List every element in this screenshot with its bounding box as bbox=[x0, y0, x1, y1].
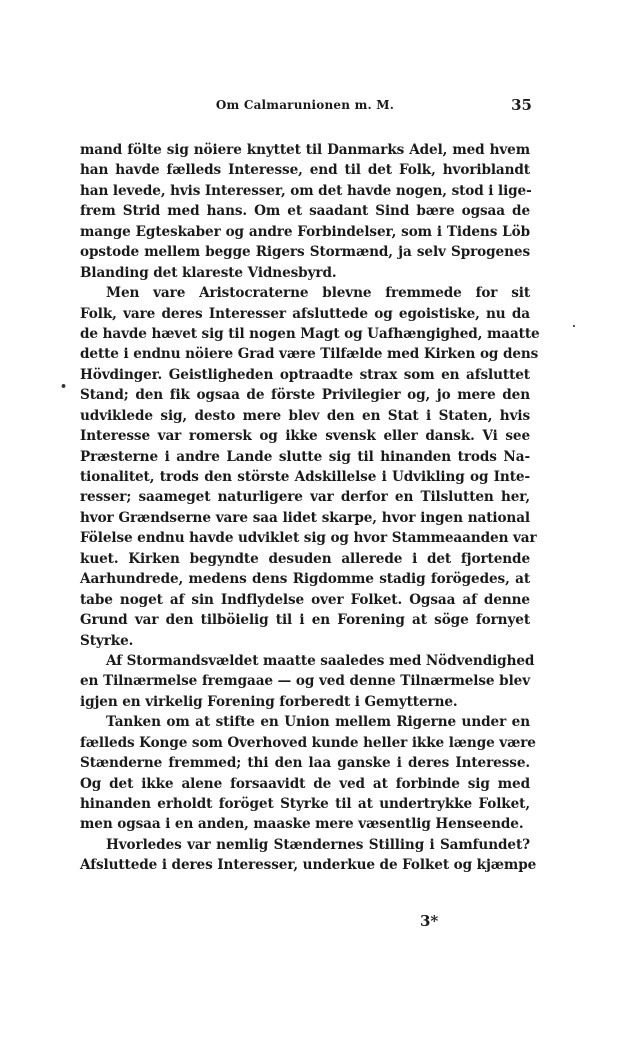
text-line: en Tilnærmelse fremgaae — og ved denne Tilnærmelse blev bbox=[80, 673, 530, 690]
page-number: 35 bbox=[511, 96, 532, 114]
text-line: dette i endnu nöiere Grad være Tilfælde med Kirken og dens bbox=[80, 346, 539, 363]
text-line: frem Strid med hans. Om et saadant Sind bære ogsaa de bbox=[80, 203, 530, 220]
margin-dot: • bbox=[60, 380, 68, 393]
text-line: Styrke. bbox=[80, 632, 134, 649]
text-line: men ogsaa i en anden, maaske mere væsentlig Henseende. bbox=[80, 816, 524, 833]
text-line: hinanden erholdt foröget Styrke til at undertrykke Folket, bbox=[80, 796, 530, 812]
text-line: resser; saameget naturligere var derfor en Tilslutten her, bbox=[80, 489, 530, 506]
text-line: Præsterne i andre Lande slutte sig til hinanden trods Na- bbox=[80, 448, 530, 465]
text-line: Blanding det klareste Vidnesbyrd. bbox=[80, 264, 337, 281]
text-line: udviklede sig, desto mere blev den en Stat i Staten, hvis bbox=[80, 407, 530, 424]
margin-dot: · bbox=[572, 320, 576, 333]
text-line: Stænderne fremmed; thi den laa ganske i deres Interesse. bbox=[80, 755, 530, 772]
text-line: Og det ikke alene forsaavidt de ved at forbinde sig med bbox=[80, 775, 530, 792]
text-line: mange Egteskaber og andre Forbindelser, som i Tidens Löb bbox=[80, 223, 530, 240]
running-head: Om Calmarunionen m. M. bbox=[215, 98, 395, 112]
text-line: Stand; den fik ogsaa de förste Privilegier og, jo mere den bbox=[80, 387, 530, 404]
text-line: kuet. Kirken begyndte desuden allerede i det fjortende bbox=[80, 550, 530, 567]
text-line: Fölelse endnu havde udviklet sig og hvor Stammeaanden var bbox=[80, 530, 537, 547]
text-line: igjen en virkelig Forening forberedt i Gemytterne. bbox=[80, 693, 458, 710]
body-text bbox=[80, 140, 540, 876]
text-line: de havde hævet sig til nogen Magt og Uafhængighed, maatte bbox=[80, 325, 540, 342]
text-line: Hövdinger. Geistligheden optraadte strax som en afsluttet bbox=[80, 366, 530, 383]
text-line: tabe noget af sin Indflydelse over Folket. Ogsaa af denne bbox=[80, 591, 530, 608]
text-line: Afsluttede i deres Interesser, underkue de Folket og kjæmpe bbox=[80, 857, 537, 874]
text-line: opstode mellem begge Rigers Stormænd, ja selv Sprogenes bbox=[80, 244, 530, 261]
text-line: Hvorledes var nemlig Stændernes Stilling i Samfundet? bbox=[106, 836, 530, 853]
text-line: Grund var den tilböielig til i en Forening at söge fornyet bbox=[80, 612, 530, 629]
signature-mark: 3* bbox=[420, 912, 439, 930]
text-line: hvor Grændserne vare saa lidet skarpe, hvor ingen national bbox=[80, 509, 530, 526]
text-line: Interesse var romersk og ikke svensk eller dansk. Vi see bbox=[80, 428, 530, 445]
text-line: han havde fælleds Interesse, end til det Folk, hvoriblandt bbox=[80, 162, 530, 179]
text-line: Tanken om at stifte en Union mellem Rigerne under en bbox=[106, 714, 530, 731]
text-line: mand fölte sig nöiere knyttet til Danmarks Adel, med hvem bbox=[80, 142, 530, 158]
page-header bbox=[78, 98, 532, 118]
text-line: tionalitet, trods den störste Adskillelse i Udvikling og Inte- bbox=[80, 469, 530, 485]
text-line: han levede, hvis Interesser, om det havde nogen, stod i lige- bbox=[80, 182, 532, 199]
text-line: Af Stormandsvældet maatte saaledes med Nödvendighed bbox=[106, 652, 535, 669]
text-line: fælleds Konge som Overhoved kunde heller ikke længe være bbox=[80, 734, 536, 751]
text-line: Men vare Aristocraterne blevne fremmede for sit bbox=[106, 285, 530, 302]
text-line: Folk, vare deres Interesser afsluttede og egoistiske, nu da bbox=[80, 305, 530, 322]
text-line: Aarhundrede, medens dens Rigdomme stadig forögedes, at bbox=[80, 571, 530, 588]
